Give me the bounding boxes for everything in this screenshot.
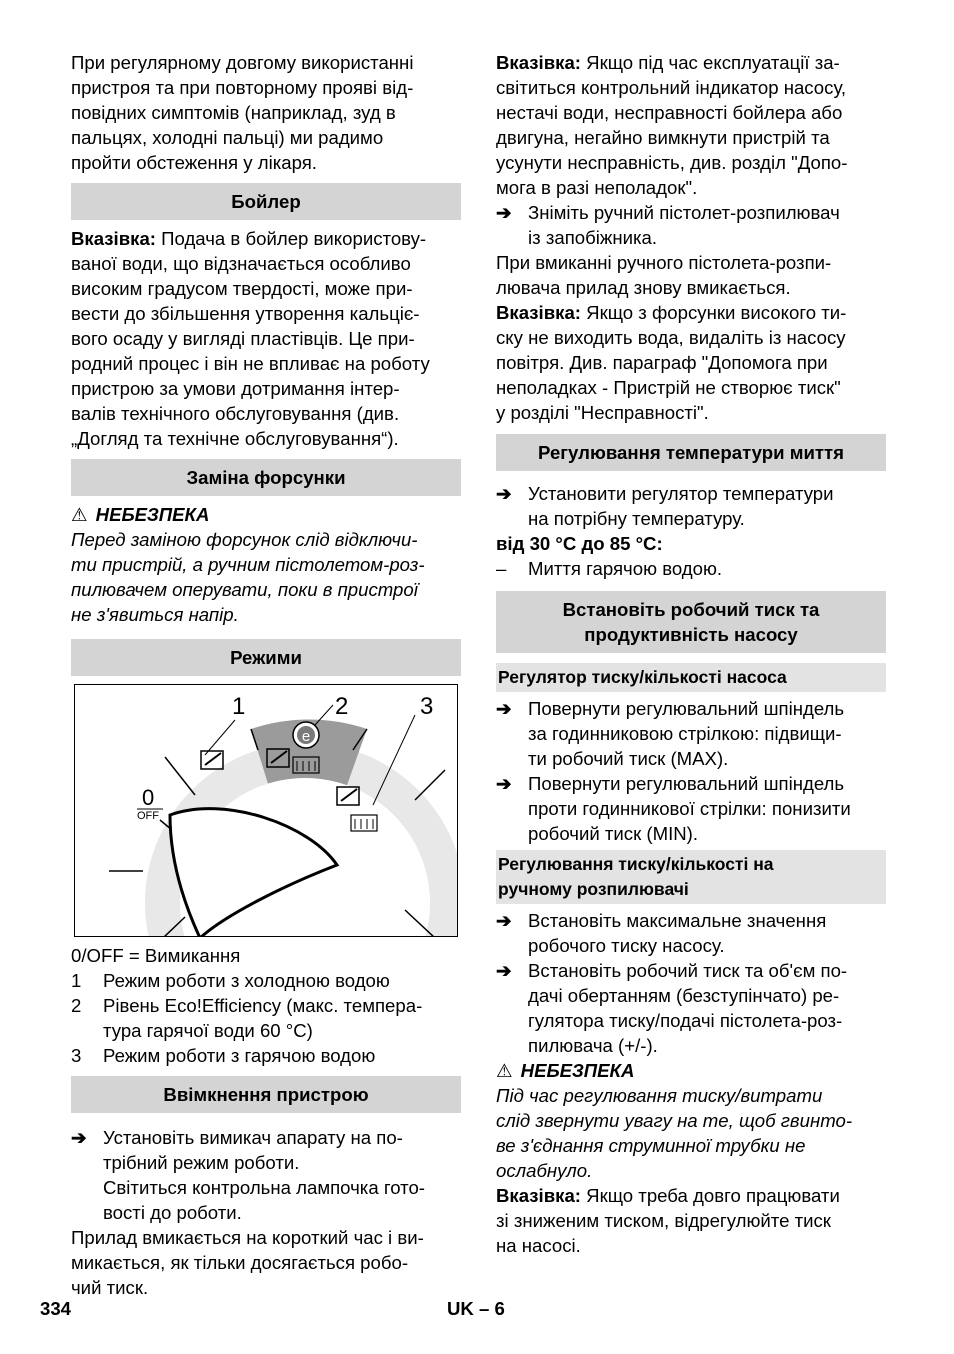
note-line: усунути несправність, див. розділ "Допо- (496, 152, 848, 173)
switch-on-result (71, 1175, 461, 1225)
note-line: „Догляд та технічне обслуговування“). (71, 428, 399, 449)
note-line: Вказівка: Якщо з форсунки високого ти- (496, 302, 847, 323)
section-page-label: UK – 6 (447, 1298, 505, 1319)
mode-number: 1 (71, 970, 82, 991)
arrow-icon: ➔ (496, 960, 512, 981)
text-line: пройти обстеження у лікаря. (71, 152, 317, 173)
note-line: ваної води, що відзначається особливо (71, 253, 411, 274)
step-line: пилювача (+/-). (528, 1035, 658, 1056)
temperature-step (496, 481, 886, 531)
arrow-step (496, 696, 886, 771)
note-line: вести до збільшення утворення кальціє- (71, 303, 420, 324)
danger-heading: ⚠ НЕБЕЗПЕКА (71, 504, 210, 525)
note-indicator (496, 50, 886, 200)
arrow-step (496, 958, 886, 1058)
note-line: двигуна, негайно вимкнути пристрій та (496, 127, 830, 148)
step-line: гулятора тиску/подачі пістолета-роз- (528, 1010, 843, 1031)
switch-on-paragraph (71, 1225, 461, 1300)
mode-text: Режим роботи з холодною водою (103, 970, 390, 991)
text-line: При регулярному довгому використанні (71, 52, 414, 73)
text-line: не з'явиться напір. (71, 604, 239, 625)
step-line: за годинниковою стрілкою: підвищи- (528, 723, 842, 744)
mode-list-item (71, 1043, 461, 1068)
temperature-dash-item: – Миття гарячою водою. (496, 558, 723, 579)
text-line: Перед заміною форсунок слід відключи- (71, 529, 418, 550)
note-line: мога в разі неполадок". (496, 177, 698, 198)
warning-icon: ⚠ (71, 504, 88, 525)
gun-danger-text (496, 1083, 886, 1183)
warning-icon: ⚠ (496, 1060, 513, 1081)
section-switch-on-heading: Ввімкнення пристрою (71, 1076, 461, 1113)
dial-label-2: 2 (335, 693, 349, 720)
note-label: Вказівка: (71, 228, 156, 249)
note-no-water (496, 300, 886, 425)
note-line: високим градусом твердості, може при- (71, 278, 413, 299)
text-line: ослабнуло. (496, 1160, 593, 1181)
step-line: робочий тиск (MIN). (528, 823, 699, 844)
text-line: слід звернути увагу на те, щоб гвинто- (496, 1110, 853, 1131)
mode-text: Рівень Eco!Efficiency (макс. темпера- (103, 995, 423, 1016)
mode-dial-illustration (75, 685, 458, 937)
arrow-icon: ➔ (496, 910, 512, 931)
arrow-step (496, 908, 886, 958)
note-label: Вказівка: (496, 1185, 581, 1206)
text-line: трібний режим роботи. (103, 1152, 300, 1173)
dial-eco-label: e (301, 728, 311, 745)
arrow-icon: ➔ (496, 773, 512, 794)
note-line: на насосі. (496, 1235, 581, 1256)
text-line: ти пристрій, а ручним пістолетом-роз- (71, 554, 425, 575)
note-line: вого осаду у вигляді пластівців. Це при- (71, 328, 415, 349)
gun-steps (496, 908, 886, 1058)
temperature-range: від 30 °C до 85 °C: (496, 533, 663, 554)
dial-label-off: OFF (137, 810, 159, 822)
section-pressure-heading (496, 591, 886, 653)
note-label: Вказівка: (496, 302, 581, 323)
text-line: ве з'єднання струминної трубки не (496, 1135, 806, 1156)
dial-label-1: 1 (232, 693, 246, 720)
dial-label-3: 3 (420, 693, 434, 720)
text-line: Світиться контрольна лампочка гото- (103, 1177, 425, 1198)
text-line: пальцях, холодні пальці) ми радимо (71, 127, 384, 148)
right-column (496, 50, 886, 1258)
note-line: світиться контрольний індикатор насосу, (496, 77, 847, 98)
pump-regulator-subheading: Регулятор тиску/кількості насоса (496, 663, 886, 692)
intro-paragraph (71, 50, 461, 175)
text-line: із запобіжника. (528, 227, 658, 248)
text-line: вості до роботи. (103, 1202, 242, 1223)
step-line: дачі обертанням (безступінчато) ре- (528, 985, 840, 1006)
remove-gun-step (496, 200, 886, 250)
switch-on-step (71, 1125, 461, 1175)
note-line: родний процес і він не впливає на роботу (71, 353, 430, 374)
text-line: чий тиск. (71, 1277, 149, 1298)
mode-list-item (71, 968, 461, 993)
note-line: неполадках - Пристрій не створює тиск" (496, 377, 841, 398)
text-line: лювача прилад знову вмикається. (496, 277, 791, 298)
subheading-line: Регулювання тиску/кількості на (498, 854, 774, 874)
text-line: Установити регулятор температури (528, 483, 834, 504)
subheading-line: ручному розпилювачі (498, 879, 689, 899)
section-boiler-heading: Бойлер (71, 183, 461, 220)
note-line: пристрою за умови дотримання інтер- (71, 378, 400, 399)
note-line: повітря. Див. параграф "Допомога при (496, 352, 828, 373)
note-line: нестачі води, несправності бойлера або (496, 102, 843, 123)
step-line: Встановіть робочий тиск та об'єм по- (528, 960, 848, 981)
boiler-note (71, 226, 461, 451)
text-line: Під час регулювання тиску/витрати (496, 1085, 823, 1106)
heading-line: продуктивність насосу (584, 624, 798, 645)
arrow-icon: ➔ (71, 1127, 87, 1148)
note-line: Вказівка: Якщо під час експлуатації за- (496, 52, 840, 73)
arrow-icon: ➔ (496, 483, 512, 504)
text-line: Зніміть ручний пістолет-розпилювач (528, 202, 840, 223)
note-low-pressure (496, 1183, 886, 1258)
step-line: проти годинникової стрілки: понизити (528, 798, 851, 819)
pump-steps (496, 696, 886, 846)
step-line: робочого тиску насосу. (528, 935, 725, 956)
nozzle-danger-text (71, 527, 461, 627)
arrow-icon: ➔ (496, 698, 512, 719)
text-line: микається, як тільки досягається робо- (71, 1252, 409, 1273)
off-legend: 0/OFF = Вимикання (71, 945, 241, 966)
note-line: валів технічного обслуговування (див. (71, 403, 400, 424)
text-line: на потрібну температуру. (528, 508, 745, 529)
mode-number: 3 (71, 1045, 82, 1066)
danger-heading-right: ⚠ НЕБЕЗПЕКА (496, 1060, 635, 1081)
step-line: Встановіть максимальне значення (528, 910, 827, 931)
text-line: Установіть вимикач апарату на по- (103, 1127, 403, 1148)
page-number: 334 (40, 1298, 72, 1319)
step-line: Повернути регулювальний шпіндель (528, 773, 845, 794)
left-column (71, 50, 461, 1300)
text-line: пристроя та при повторному прояві від- (71, 77, 414, 98)
note-line: у розділі "Несправності". (496, 402, 709, 423)
mode-list-item (71, 993, 461, 1043)
mode-dial-figure (74, 684, 458, 937)
step-line: ти робочий тиск (MAX). (528, 748, 729, 769)
arrow-step (496, 771, 886, 846)
modes-list (71, 968, 461, 1068)
note-line: зі зниженим тиском, відрегулюйте тиск (496, 1210, 831, 1231)
text-line: Прилад вмикається на короткий час і ви- (71, 1227, 424, 1248)
text-line: пилювачем оперувати, поки в пристрої (71, 579, 418, 600)
section-nozzle-heading: Заміна форсунки (71, 459, 461, 496)
mode-number: 2 (71, 995, 82, 1016)
note-label: Вказівка: (496, 52, 581, 73)
gun-regulator-subheading (496, 850, 886, 904)
note-line: Вказівка: Якщо треба довго працювати (496, 1185, 840, 1206)
step-line: Повернути регулювальний шпіндель (528, 698, 845, 719)
text-line: При вмиканні ручного пістолета-розпи- (496, 252, 832, 273)
section-modes-heading: Режими (71, 639, 461, 676)
note-line: Вказівка: Подача в бойлер використову- (71, 228, 427, 249)
text-line: повідних симптомів (наприклад, зуд в (71, 102, 396, 123)
heading-line: Встановіть робочий тиск та (562, 599, 820, 620)
gun-on-paragraph (496, 250, 886, 300)
mode-text: тура гарячої води 60 °C) (103, 1020, 313, 1041)
note-line: ску не виходить вода, видаліть із насосу (496, 327, 846, 348)
mode-text: Режим роботи з гарячою водою (103, 1045, 376, 1066)
section-temperature-heading: Регулювання температури миття (496, 434, 886, 471)
arrow-icon: ➔ (496, 202, 512, 223)
dial-label-0: 0 (142, 785, 155, 810)
